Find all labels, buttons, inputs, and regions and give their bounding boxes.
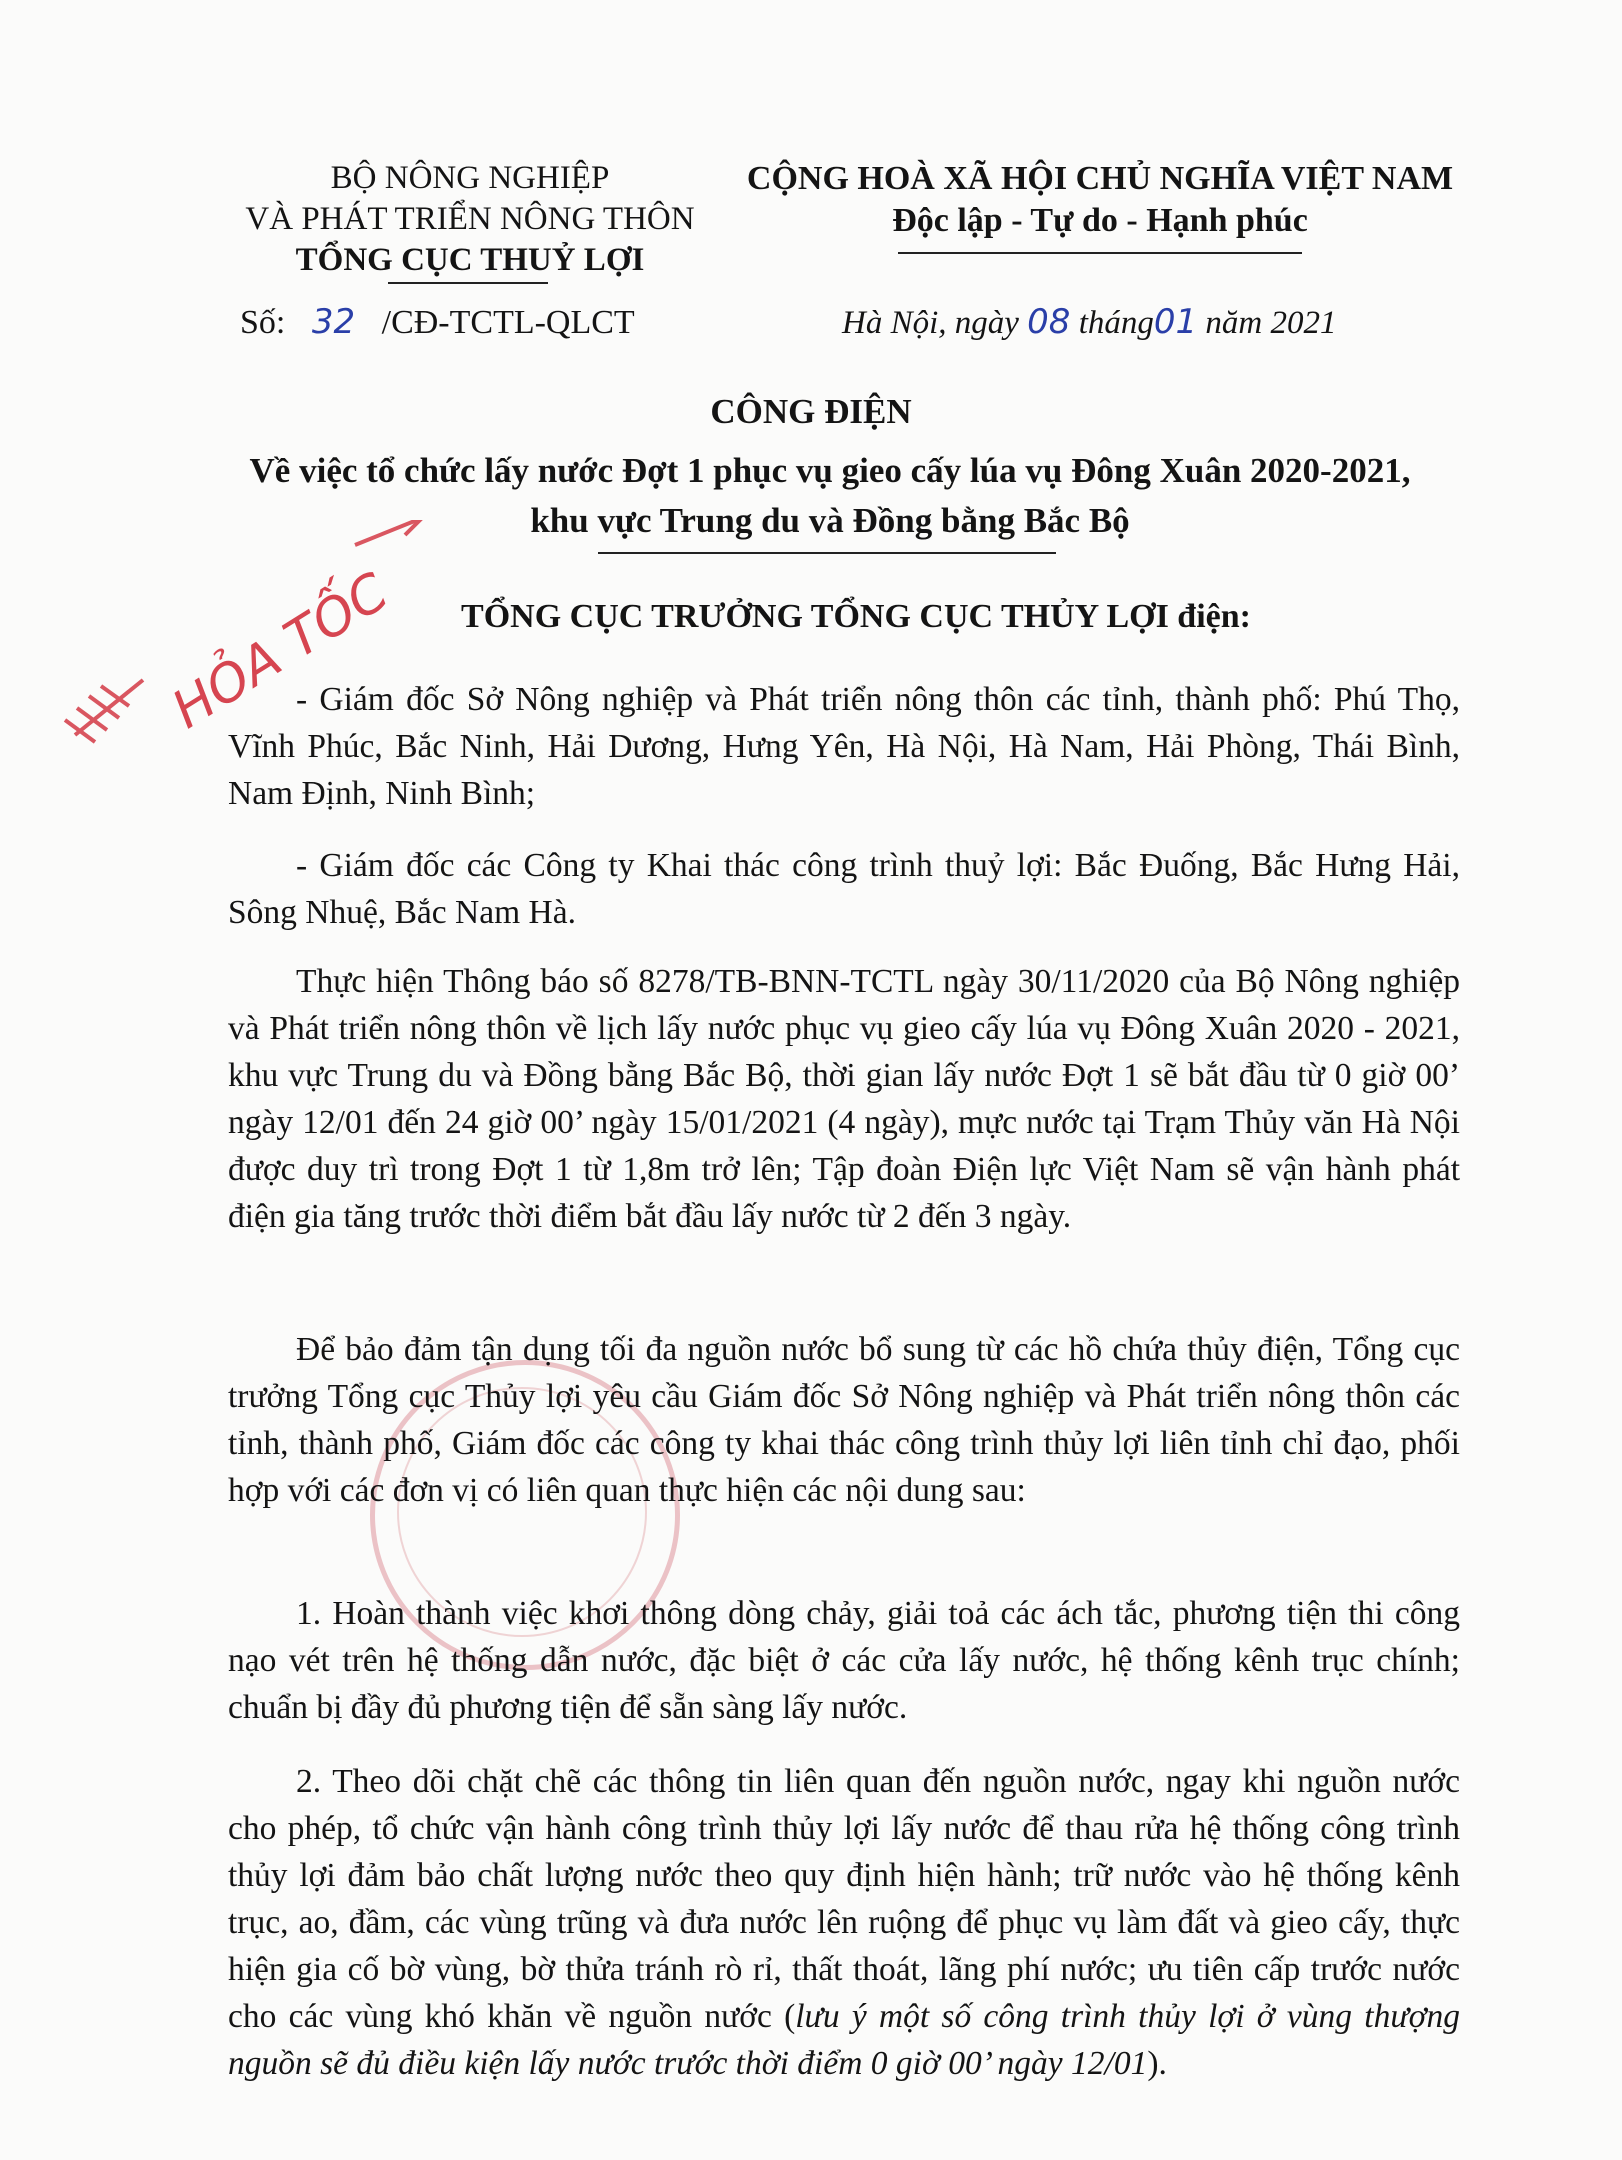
document-title: CÔNG ĐIỆN — [710, 392, 912, 431]
paragraph-1: Thực hiện Thông báo số 8278/TB-BNN-TCTL ngày 30/11/2020 của Bộ Nông nghiệp và Phát triển nông thôn về lịch lấy nước phục vụ gieo cấy lúa vụ Đông Xuân 2020 - 2021, khu vực Trung du và Đồng bằng Bắc Bộ, thời gian lấy nước Đợt 1 sẽ bắt đầu từ 0 giờ 00’ ngày 12/01 đến 24 giờ 00’ ngày 15/01/2021 (4 ngày), mực nước tại Trạm Thủy văn Hà Nội được duy trì trong Đợt 1 từ 1,8m trở lên; Tập đoàn Điện lực Việt Nam sẽ vận hành phát điện gia tăng trước thời điểm bắt đầu lấy nước từ 2 đến 3 ngày. — [228, 963, 1460, 1235]
recipient-2 — [228, 842, 1460, 936]
so-number: 32 — [311, 302, 356, 342]
issue-date — [842, 302, 1336, 342]
paragraph-2: Để bảo đảm tận dụng tối đa nguồn nước bổ sung từ các hồ chứa thủy điện, Tổng cục trưởng Tổng cục Thủy lợi yêu cầu Giám đốc Sở Nông nghiệp và Phát triển nông thôn các tỉnh, thành phố, Giám đốc các công ty khai thác công trình thủy lợi liên tỉnh chỉ đạo, phối hợp với các đơn vị có liên quan thực hiện các nội dung sau: — [228, 1331, 1460, 1509]
month-label: tháng — [1078, 305, 1154, 341]
item-1: 1. Hoàn thành việc khơi thông dòng chảy, giải toả các ách tắc, phương tiện thi công nạo vét trên hệ thống dẫn nước, đặc biệt ở các cửa lấy nước, hệ thống kênh trục chính; chuẩn bị đầy đủ phương tiện để sẵn sàng lấy nước. — [228, 1595, 1460, 1726]
document-subtitle — [180, 446, 1480, 546]
recipient-2-text: - Giám đốc các Công ty Khai thác công trình thuỷ lợi: Bắc Đuống, Bắc Hưng Hải, Sông Nhuệ, Bắc Nam Hà. — [228, 847, 1460, 931]
recipient-1-text: - Giám đốc Sở Nông nghiệp và Phát triển nông thôn các tỉnh, thành phố: Phú Thọ, Vĩnh Phúc, Bắc Ninh, Hải Dương, Hưng Yên, Hà Nội, Hà Nam, Hải Phòng, Thái Bình, Nam Định, Ninh Bình; — [228, 681, 1460, 812]
so-label: Số: — [240, 304, 286, 341]
date-prefix: Hà Nội, ngày — [842, 305, 1019, 341]
agency-name: TỔNG CỤC THUỶ LỢI — [295, 242, 645, 278]
date-day: 08 — [1027, 302, 1071, 342]
subtitle-line-1: Về việc tổ chức lấy nước Đợt 1 phục vụ gieo cấy lúa vụ Đông Xuân 2020-2021, — [249, 451, 1411, 490]
motto-underline — [898, 252, 1302, 254]
document-number — [240, 302, 635, 342]
date-year: năm 2021 — [1205, 305, 1337, 341]
item-2-end: ). — [1147, 2045, 1167, 2082]
ministry-line-2: VÀ PHÁT TRIỂN NÔNG THÔN — [245, 201, 695, 237]
recipient-1 — [228, 676, 1460, 817]
country-name: CỘNG HOÀ XÃ HỘI CHỦ NGHĨA VIỆT NAM — [746, 160, 1454, 197]
ministry-line-1: BỘ NÔNG NGHIỆP — [330, 160, 610, 196]
item-2 — [228, 1758, 1460, 2087]
item-2-note: lưu ý một số công trình thủy lợi ở vùng thượng nguồn sẽ đủ điều kiện lấy nước trước thời điểm 0 giờ 00’ ngày 12/01 — [228, 1998, 1460, 2082]
subtitle-underline — [598, 552, 1056, 554]
subtitle-line-2: khu vực Trung du và Đồng bằng Bắc Bộ — [530, 501, 1130, 540]
so-suffix: /CĐ-TCTL-QLCT — [381, 304, 635, 341]
national-header — [740, 158, 1460, 242]
stamp-text: HỎA TỐC — [162, 561, 399, 741]
issuer-underline — [388, 282, 548, 284]
issuer-block — [235, 158, 705, 281]
motto: Độc lập - Tự do - Hạnh phúc — [892, 202, 1308, 239]
item-2-main: 2. Theo dõi chặt chẽ các thông tin liên quan đến nguồn nước, ngay khi nguồn nước cho phép, tổ chức vận hành công trình thủy lợi lấy nước để thau rửa hệ thống công trình thủy lợi đảm bảo chất lượng nước theo quy định hiện hành; trữ nước vào hệ thống kênh trục, ao, đầm, các vùng trũng và đưa nước lên ruộng để phục vụ làm đất và gieo cấy, thực hiện gia cố bờ vùng, bờ thửa tránh rò rỉ, thất thoát, lãng phí nước; ưu tiên cấp trước nước cho các vùng khó khăn về nguồn nước ( — [228, 1763, 1460, 2035]
date-month: 01 — [1153, 302, 1198, 342]
sender-line: TỔNG CỤC TRƯỞNG TỔNG CỤC THỦY LỢI điện: — [461, 598, 1251, 635]
